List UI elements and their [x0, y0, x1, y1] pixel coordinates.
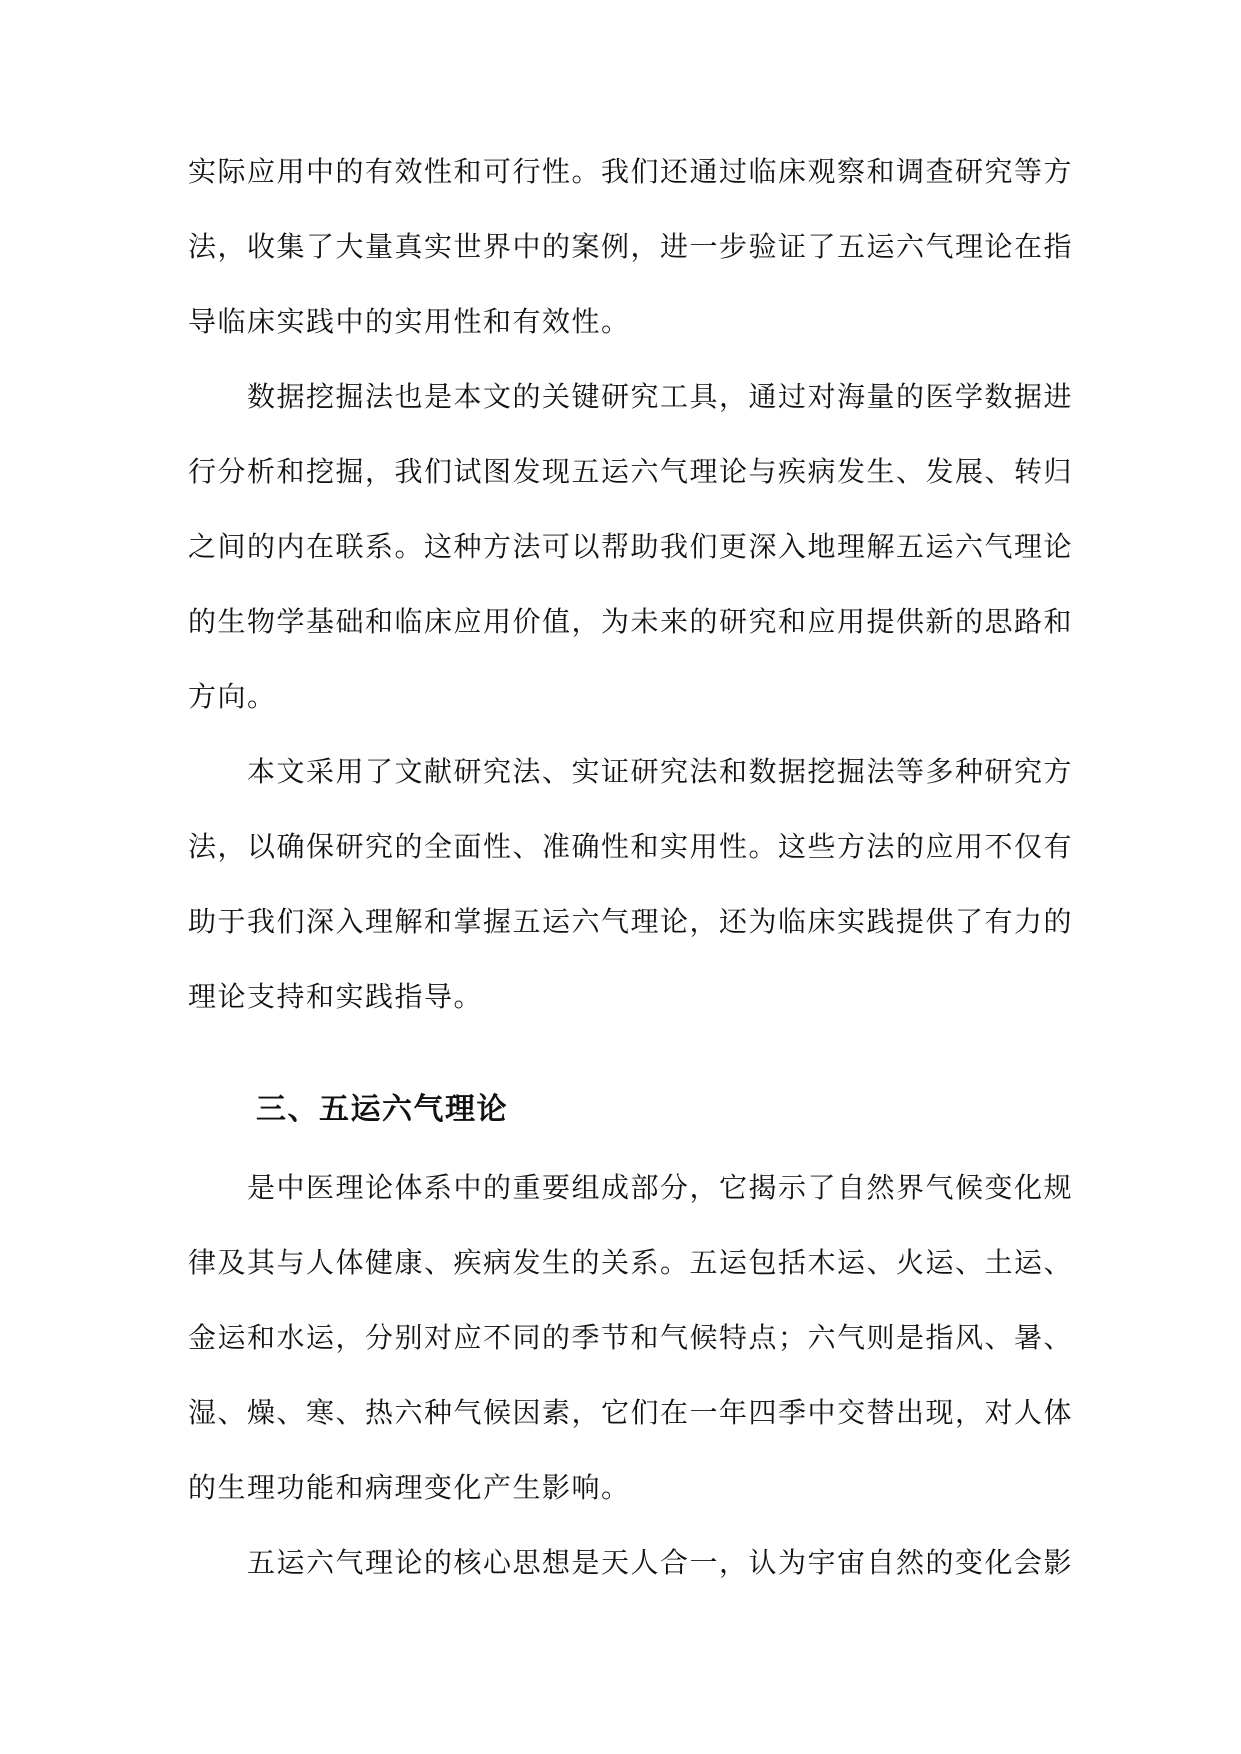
paragraph-line: 行分析和挖掘，我们试图发现五运六气理论与疾病发生、发展、转归	[188, 455, 1074, 488]
paragraph-line: 法，收集了大量真实世界中的案例，进一步验证了五运六气理论在指	[188, 230, 1074, 263]
paragraph-line: 方向。	[188, 680, 277, 713]
paragraph-line: 是中医理论体系中的重要组成部分，它揭示了自然界气候变化规	[247, 1171, 1074, 1204]
paragraph-line: 金运和水运，分别对应不同的季节和气候特点；六气则是指风、暑、	[188, 1321, 1074, 1354]
paragraph-line: 本文采用了文献研究法、实证研究法和数据挖掘法等多种研究方	[247, 755, 1074, 788]
paragraph-line: 数据挖掘法也是本文的关键研究工具，通过对海量的医学数据进	[247, 380, 1074, 413]
paragraph-line: 律及其与人体健康、疾病发生的关系。五运包括木运、火运、土运、	[188, 1246, 1074, 1279]
section-heading: 三、五运六气理论	[256, 1092, 508, 1127]
paragraph-line: 理论支持和实践指导。	[188, 980, 484, 1013]
paragraph-line: 法，以确保研究的全面性、准确性和实用性。这些方法的应用不仅有	[188, 830, 1074, 863]
paragraph-line: 湿、燥、寒、热六种气候因素，它们在一年四季中交替出现，对人体	[188, 1396, 1074, 1429]
paragraph-line: 的生理功能和病理变化产生影响。	[188, 1471, 631, 1504]
paragraph-line: 助于我们深入理解和掌握五运六气理论，还为临床实践提供了有力的	[188, 905, 1074, 938]
paragraph-line: 五运六气理论的核心思想是天人合一，认为宇宙自然的变化会影	[247, 1546, 1074, 1579]
paragraph-line: 之间的内在联系。这种方法可以帮助我们更深入地理解五运六气理论	[188, 530, 1074, 563]
paragraph-line: 的生物学基础和临床应用价值，为未来的研究和应用提供新的思路和	[188, 605, 1074, 638]
paragraph-line: 导临床实践中的实用性和有效性。	[188, 305, 631, 338]
paragraph-line: 实际应用中的有效性和可行性。我们还通过临床观察和调查研究等方	[188, 155, 1074, 188]
